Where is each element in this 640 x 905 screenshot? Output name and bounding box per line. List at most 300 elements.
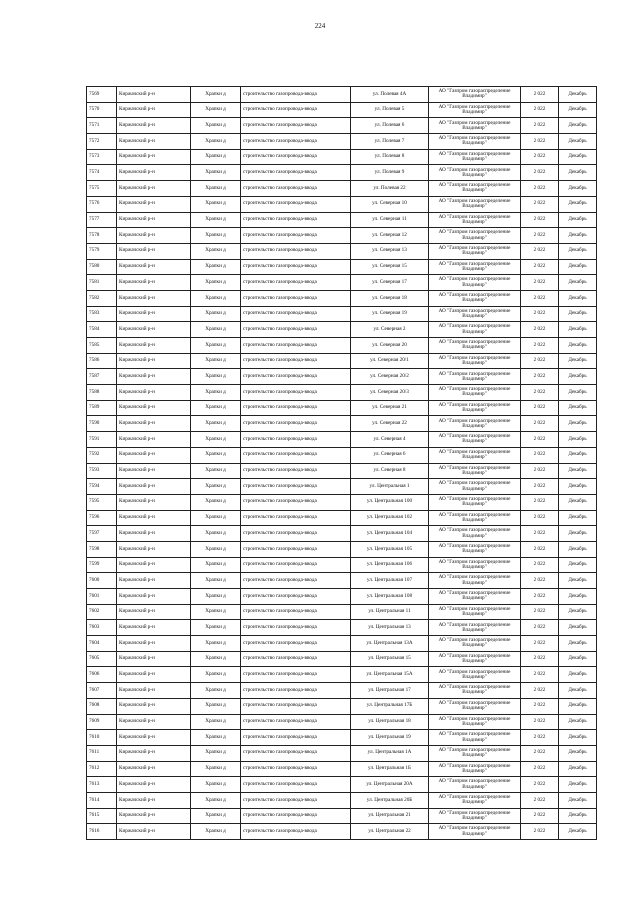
district-cell: Киржачский р-н: [117, 541, 191, 557]
row-number: 7595: [87, 494, 117, 510]
district-cell: Киржачский р-н: [117, 118, 191, 134]
table-row: [87, 259, 597, 275]
table-row: [87, 777, 597, 793]
address-cell: ул. Центральная 13А: [351, 636, 429, 652]
year-cell: 2 022: [521, 149, 559, 165]
table-row: [87, 698, 597, 714]
year-cell: 2 022: [521, 745, 559, 761]
row-number: 7606: [87, 667, 117, 683]
district-cell: Киржачский р-н: [117, 134, 191, 150]
table-row: [87, 275, 597, 291]
village-cell: Храпки д: [191, 620, 241, 636]
district-cell: Киржачский р-н: [117, 400, 191, 416]
table-row: [87, 463, 597, 479]
address-cell: ул. Центральная 18: [351, 714, 429, 730]
work-type-cell: строительство газопровода-ввода: [241, 494, 351, 510]
month-cell: Декабрь: [559, 353, 597, 369]
district-cell: Киржачский р-н: [117, 557, 191, 573]
year-cell: 2 022: [521, 432, 559, 448]
month-cell: Декабрь: [559, 541, 597, 557]
district-cell: Киржачский р-н: [117, 102, 191, 118]
table-row: [87, 87, 597, 103]
organization-cell: АО "Газпром газораспределение Владимир": [429, 604, 521, 620]
address-cell: ул. Полевая 6: [351, 118, 429, 134]
organization-cell: АО "Газпром газораспределение Владимир": [429, 259, 521, 275]
year-cell: 2 022: [521, 118, 559, 134]
district-cell: Киржачский р-н: [117, 228, 191, 244]
village-cell: Храпки д: [191, 149, 241, 165]
month-cell: Декабрь: [559, 651, 597, 667]
work-type-cell: строительство газопровода-ввода: [241, 730, 351, 746]
village-cell: Храпки д: [191, 730, 241, 746]
work-type-cell: строительство газопровода-ввода: [241, 118, 351, 134]
address-cell: ул. Северная 20: [351, 338, 429, 354]
row-number: 7611: [87, 745, 117, 761]
organization-cell: АО "Газпром газораспределение Владимир": [429, 432, 521, 448]
organization-cell: АО "Газпром газораспределение Владимир": [429, 134, 521, 150]
organization-cell: АО "Газпром газораспределение Владимир": [429, 541, 521, 557]
month-cell: Декабрь: [559, 730, 597, 746]
table-row: [87, 228, 597, 244]
table-row: [87, 714, 597, 730]
table-row: [87, 604, 597, 620]
address-cell: ул. Центральная 17: [351, 683, 429, 699]
address-cell: ул. Центральная 11: [351, 604, 429, 620]
month-cell: Декабрь: [559, 447, 597, 463]
district-cell: Киржачский р-н: [117, 196, 191, 212]
address-cell: ул. Центральная 20Б: [351, 792, 429, 808]
district-cell: Киржачский р-н: [117, 730, 191, 746]
work-type-cell: строительство газопровода-ввода: [241, 604, 351, 620]
organization-cell: АО "Газпром газораспределение Владимир": [429, 338, 521, 354]
organization-cell: АО "Газпром газораспределение Владимир": [429, 651, 521, 667]
address-cell: ул. Северная 10: [351, 196, 429, 212]
work-type-cell: строительство газопровода-ввода: [241, 290, 351, 306]
work-type-cell: строительство газопровода-ввода: [241, 479, 351, 495]
work-type-cell: строительство газопровода-ввода: [241, 698, 351, 714]
work-type-cell: строительство газопровода-ввода: [241, 196, 351, 212]
work-type-cell: строительство газопровода-ввода: [241, 416, 351, 432]
address-cell: ул. Полевая 5: [351, 102, 429, 118]
village-cell: Храпки д: [191, 369, 241, 385]
address-cell: ул. Центральная 105: [351, 541, 429, 557]
year-cell: 2 022: [521, 526, 559, 542]
district-cell: Киржачский р-н: [117, 416, 191, 432]
year-cell: 2 022: [521, 557, 559, 573]
organization-cell: АО "Газпром газораспределение Владимир": [429, 102, 521, 118]
village-cell: Храпки д: [191, 290, 241, 306]
district-cell: Киржачский р-н: [117, 777, 191, 793]
address-cell: ул. Полевая 4А: [351, 87, 429, 103]
work-type-cell: строительство газопровода-ввода: [241, 792, 351, 808]
table-row: [87, 494, 597, 510]
address-cell: ул. Центральная 106: [351, 557, 429, 573]
work-type-cell: строительство газопровода-ввода: [241, 322, 351, 338]
organization-cell: АО "Газпром газораспределение Владимир": [429, 228, 521, 244]
village-cell: Храпки д: [191, 385, 241, 401]
village-cell: Храпки д: [191, 494, 241, 510]
village-cell: Храпки д: [191, 463, 241, 479]
table-row: [87, 243, 597, 259]
table-row: [87, 165, 597, 181]
village-cell: Храпки д: [191, 636, 241, 652]
organization-cell: АО "Газпром газораспределение Владимир": [429, 306, 521, 322]
district-cell: Киржачский р-н: [117, 589, 191, 605]
row-number: 7581: [87, 275, 117, 291]
year-cell: 2 022: [521, 683, 559, 699]
month-cell: Декабрь: [559, 196, 597, 212]
work-type-cell: строительство газопровода-ввода: [241, 589, 351, 605]
district-cell: Киржачский р-н: [117, 573, 191, 589]
work-type-cell: строительство газопровода-ввода: [241, 149, 351, 165]
district-cell: Киржачский р-н: [117, 604, 191, 620]
year-cell: 2 022: [521, 134, 559, 150]
village-cell: Храпки д: [191, 432, 241, 448]
village-cell: Храпки д: [191, 275, 241, 291]
work-type-cell: строительство газопровода-ввода: [241, 306, 351, 322]
row-number: 7585: [87, 338, 117, 354]
organization-cell: АО "Газпром газораспределение Владимир": [429, 275, 521, 291]
address-cell: ул. Северная 22: [351, 416, 429, 432]
table-row: [87, 589, 597, 605]
organization-cell: АО "Газпром газораспределение Владимир": [429, 824, 521, 840]
table-row: [87, 212, 597, 228]
village-cell: Храпки д: [191, 683, 241, 699]
organization-cell: АО "Газпром газораспределение Владимир": [429, 636, 521, 652]
organization-cell: АО "Газпром газораспределение Владимир": [429, 745, 521, 761]
month-cell: Декабрь: [559, 745, 597, 761]
district-cell: Киржачский р-н: [117, 181, 191, 197]
address-cell: ул. Северная 4: [351, 432, 429, 448]
row-number: 7601: [87, 589, 117, 605]
village-cell: Храпки д: [191, 416, 241, 432]
organization-cell: АО "Газпром газораспределение Владимир": [429, 526, 521, 542]
district-cell: Киржачский р-н: [117, 510, 191, 526]
table-row: [87, 745, 597, 761]
work-type-cell: строительство газопровода-ввода: [241, 338, 351, 354]
village-cell: Храпки д: [191, 212, 241, 228]
month-cell: Декабрь: [559, 165, 597, 181]
village-cell: Храпки д: [191, 761, 241, 777]
month-cell: Декабрь: [559, 385, 597, 401]
month-cell: Декабрь: [559, 149, 597, 165]
village-cell: Храпки д: [191, 745, 241, 761]
row-number: 7580: [87, 259, 117, 275]
village-cell: Храпки д: [191, 338, 241, 354]
organization-cell: АО "Газпром газораспределение Владимир": [429, 494, 521, 510]
organization-cell: АО "Газпром газораспределение Владимир": [429, 683, 521, 699]
district-cell: Киржачский р-н: [117, 620, 191, 636]
month-cell: Декабрь: [559, 212, 597, 228]
organization-cell: АО "Газпром газораспределение Владимир": [429, 589, 521, 605]
row-number: 7604: [87, 636, 117, 652]
row-number: 7600: [87, 573, 117, 589]
district-cell: Киржачский р-н: [117, 275, 191, 291]
month-cell: Декабрь: [559, 824, 597, 840]
address-cell: ул. Центральная 20А: [351, 777, 429, 793]
district-cell: Киржачский р-н: [117, 259, 191, 275]
village-cell: Храпки д: [191, 134, 241, 150]
village-cell: Храпки д: [191, 777, 241, 793]
month-cell: Декабрь: [559, 322, 597, 338]
work-type-cell: строительство газопровода-ввода: [241, 761, 351, 777]
month-cell: Декабрь: [559, 526, 597, 542]
month-cell: Декабрь: [559, 604, 597, 620]
organization-cell: АО "Газпром газораспределение Владимир": [429, 290, 521, 306]
address-cell: ул. Северная 20/3: [351, 385, 429, 401]
district-cell: Киржачский р-н: [117, 824, 191, 840]
organization-cell: АО "Газпром газораспределение Владимир": [429, 118, 521, 134]
year-cell: 2 022: [521, 87, 559, 103]
work-type-cell: строительство газопровода-ввода: [241, 87, 351, 103]
year-cell: 2 022: [521, 102, 559, 118]
village-cell: Храпки д: [191, 808, 241, 824]
table-row: [87, 196, 597, 212]
district-cell: Киржачский р-н: [117, 683, 191, 699]
district-cell: Киржачский р-н: [117, 290, 191, 306]
year-cell: 2 022: [521, 761, 559, 777]
table-row: [87, 730, 597, 746]
month-cell: Декабрь: [559, 808, 597, 824]
work-type-cell: строительство газопровода-ввода: [241, 212, 351, 228]
row-number: 7575: [87, 181, 117, 197]
month-cell: Декабрь: [559, 714, 597, 730]
address-cell: ул. Центральная 21: [351, 808, 429, 824]
work-type-cell: строительство газопровода-ввода: [241, 824, 351, 840]
work-type-cell: строительство газопровода-ввода: [241, 165, 351, 181]
year-cell: 2 022: [521, 400, 559, 416]
month-cell: Декабрь: [559, 306, 597, 322]
work-type-cell: строительство газопровода-ввода: [241, 353, 351, 369]
row-number: 7592: [87, 447, 117, 463]
table-row: [87, 792, 597, 808]
address-cell: ул. Полевая 7: [351, 134, 429, 150]
address-cell: ул. Северная 13: [351, 243, 429, 259]
district-cell: Киржачский р-н: [117, 636, 191, 652]
year-cell: 2 022: [521, 290, 559, 306]
village-cell: Храпки д: [191, 228, 241, 244]
year-cell: 2 022: [521, 196, 559, 212]
organization-cell: АО "Газпром газораспределение Владимир": [429, 808, 521, 824]
year-cell: 2 022: [521, 636, 559, 652]
row-number: 7609: [87, 714, 117, 730]
district-cell: Киржачский р-н: [117, 165, 191, 181]
work-type-cell: строительство газопровода-ввода: [241, 636, 351, 652]
table-row: [87, 761, 597, 777]
row-number: 7577: [87, 212, 117, 228]
row-number: 7614: [87, 792, 117, 808]
row-number: 7597: [87, 526, 117, 542]
table-row: [87, 620, 597, 636]
address-cell: ул. Северная 8: [351, 463, 429, 479]
month-cell: Декабрь: [559, 589, 597, 605]
table-row: [87, 636, 597, 652]
row-number: 7607: [87, 683, 117, 699]
address-cell: ул. Центральная 1Б: [351, 761, 429, 777]
district-cell: Киржачский р-н: [117, 369, 191, 385]
address-cell: ул. Центральная 1: [351, 479, 429, 495]
address-cell: ул. Центральная 107: [351, 573, 429, 589]
month-cell: Декабрь: [559, 698, 597, 714]
village-cell: Храпки д: [191, 102, 241, 118]
work-type-cell: строительство газопровода-ввода: [241, 526, 351, 542]
row-number: 7603: [87, 620, 117, 636]
address-cell: ул. Центральная 108: [351, 589, 429, 605]
month-cell: Декабрь: [559, 87, 597, 103]
village-cell: Храпки д: [191, 259, 241, 275]
district-cell: Киржачский р-н: [117, 526, 191, 542]
organization-cell: АО "Газпром газораспределение Владимир": [429, 792, 521, 808]
year-cell: 2 022: [521, 353, 559, 369]
organization-cell: АО "Газпром газораспределение Владимир": [429, 212, 521, 228]
address-cell: ул. Центральная 15А: [351, 667, 429, 683]
work-type-cell: строительство газопровода-ввода: [241, 400, 351, 416]
address-cell: ул. Центральная 1А: [351, 745, 429, 761]
district-cell: Киржачский р-н: [117, 243, 191, 259]
row-number: 7612: [87, 761, 117, 777]
village-cell: Храпки д: [191, 698, 241, 714]
row-number: 7588: [87, 385, 117, 401]
address-cell: ул. Северная 17: [351, 275, 429, 291]
month-cell: Декабрь: [559, 683, 597, 699]
district-cell: Киржачский р-н: [117, 322, 191, 338]
year-cell: 2 022: [521, 667, 559, 683]
row-number: 7608: [87, 698, 117, 714]
row-number: 7582: [87, 290, 117, 306]
month-cell: Декабрь: [559, 369, 597, 385]
organization-cell: АО "Газпром газораспределение Владимир": [429, 181, 521, 197]
year-cell: 2 022: [521, 651, 559, 667]
work-type-cell: строительство газопровода-ввода: [241, 777, 351, 793]
work-type-cell: строительство газопровода-ввода: [241, 667, 351, 683]
row-number: 7589: [87, 400, 117, 416]
year-cell: 2 022: [521, 165, 559, 181]
district-cell: Киржачский р-н: [117, 212, 191, 228]
row-number: 7610: [87, 730, 117, 746]
organization-cell: АО "Газпром газораспределение Владимир": [429, 667, 521, 683]
organization-cell: АО "Газпром газораспределение Владимир": [429, 479, 521, 495]
year-cell: 2 022: [521, 510, 559, 526]
month-cell: Декабрь: [559, 557, 597, 573]
work-type-cell: строительство газопровода-ввода: [241, 134, 351, 150]
table-row: [87, 526, 597, 542]
address-cell: ул. Полевая 8: [351, 149, 429, 165]
year-cell: 2 022: [521, 259, 559, 275]
organization-cell: АО "Газпром газораспределение Владимир": [429, 730, 521, 746]
month-cell: Декабрь: [559, 243, 597, 259]
table-row: [87, 149, 597, 165]
village-cell: Храпки д: [191, 667, 241, 683]
month-cell: Декабрь: [559, 275, 597, 291]
month-cell: Декабрь: [559, 228, 597, 244]
organization-cell: АО "Газпром газораспределение Владимир": [429, 573, 521, 589]
month-cell: Декабрь: [559, 636, 597, 652]
work-type-cell: строительство газопровода-ввода: [241, 651, 351, 667]
organization-cell: АО "Газпром газораспределение Владимир": [429, 149, 521, 165]
district-cell: Киржачский р-н: [117, 808, 191, 824]
village-cell: Храпки д: [191, 165, 241, 181]
organization-cell: АО "Газпром газораспределение Владимир": [429, 463, 521, 479]
address-cell: ул. Северная 20/2: [351, 369, 429, 385]
address-cell: ул. Центральная 22: [351, 824, 429, 840]
year-cell: 2 022: [521, 275, 559, 291]
month-cell: Декабрь: [559, 479, 597, 495]
organization-cell: АО "Газпром газораспределение Владимир": [429, 510, 521, 526]
month-cell: Декабрь: [559, 338, 597, 354]
year-cell: 2 022: [521, 589, 559, 605]
row-number: 7574: [87, 165, 117, 181]
work-type-cell: строительство газопровода-ввода: [241, 275, 351, 291]
district-cell: Киржачский р-н: [117, 667, 191, 683]
month-cell: Декабрь: [559, 416, 597, 432]
month-cell: Декабрь: [559, 463, 597, 479]
address-cell: ул. Северная 20/1: [351, 353, 429, 369]
district-cell: Киржачский р-н: [117, 792, 191, 808]
month-cell: Декабрь: [559, 494, 597, 510]
year-cell: 2 022: [521, 714, 559, 730]
month-cell: Декабрь: [559, 290, 597, 306]
month-cell: Декабрь: [559, 761, 597, 777]
village-cell: Храпки д: [191, 306, 241, 322]
district-cell: Киржачский р-н: [117, 353, 191, 369]
village-cell: Храпки д: [191, 510, 241, 526]
district-cell: Киржачский р-н: [117, 714, 191, 730]
month-cell: Декабрь: [559, 792, 597, 808]
row-number: 7578: [87, 228, 117, 244]
village-cell: Храпки д: [191, 573, 241, 589]
address-cell: ул. Северная 11: [351, 212, 429, 228]
table-row: [87, 338, 597, 354]
address-cell: ул. Северная 21: [351, 400, 429, 416]
gas-connection-table: [86, 86, 597, 840]
address-cell: ул. Северная 12: [351, 228, 429, 244]
village-cell: Храпки д: [191, 604, 241, 620]
year-cell: 2 022: [521, 463, 559, 479]
table-row: [87, 683, 597, 699]
row-number: 7598: [87, 541, 117, 557]
year-cell: 2 022: [521, 541, 559, 557]
organization-cell: АО "Газпром газораспределение Владимир": [429, 165, 521, 181]
row-number: 7616: [87, 824, 117, 840]
table-row: [87, 353, 597, 369]
district-cell: Киржачский р-н: [117, 87, 191, 103]
district-cell: Киржачский р-н: [117, 745, 191, 761]
work-type-cell: строительство газопровода-ввода: [241, 541, 351, 557]
village-cell: Храпки д: [191, 824, 241, 840]
row-number: 7587: [87, 369, 117, 385]
organization-cell: АО "Газпром газораспределение Владимир": [429, 322, 521, 338]
village-cell: Храпки д: [191, 792, 241, 808]
year-cell: 2 022: [521, 824, 559, 840]
table-row: [87, 651, 597, 667]
village-cell: Храпки д: [191, 526, 241, 542]
table-row: [87, 667, 597, 683]
table-row: [87, 557, 597, 573]
row-number: 7596: [87, 510, 117, 526]
year-cell: 2 022: [521, 573, 559, 589]
address-cell: ул. Центральная 104: [351, 526, 429, 542]
year-cell: 2 022: [521, 228, 559, 244]
year-cell: 2 022: [521, 808, 559, 824]
row-number: 7584: [87, 322, 117, 338]
address-cell: ул. Полевая 22: [351, 181, 429, 197]
table-row: [87, 824, 597, 840]
district-cell: Киржачский р-н: [117, 463, 191, 479]
village-cell: Храпки д: [191, 181, 241, 197]
district-cell: Киржачский р-н: [117, 338, 191, 354]
table-row: [87, 385, 597, 401]
work-type-cell: строительство газопровода-ввода: [241, 181, 351, 197]
